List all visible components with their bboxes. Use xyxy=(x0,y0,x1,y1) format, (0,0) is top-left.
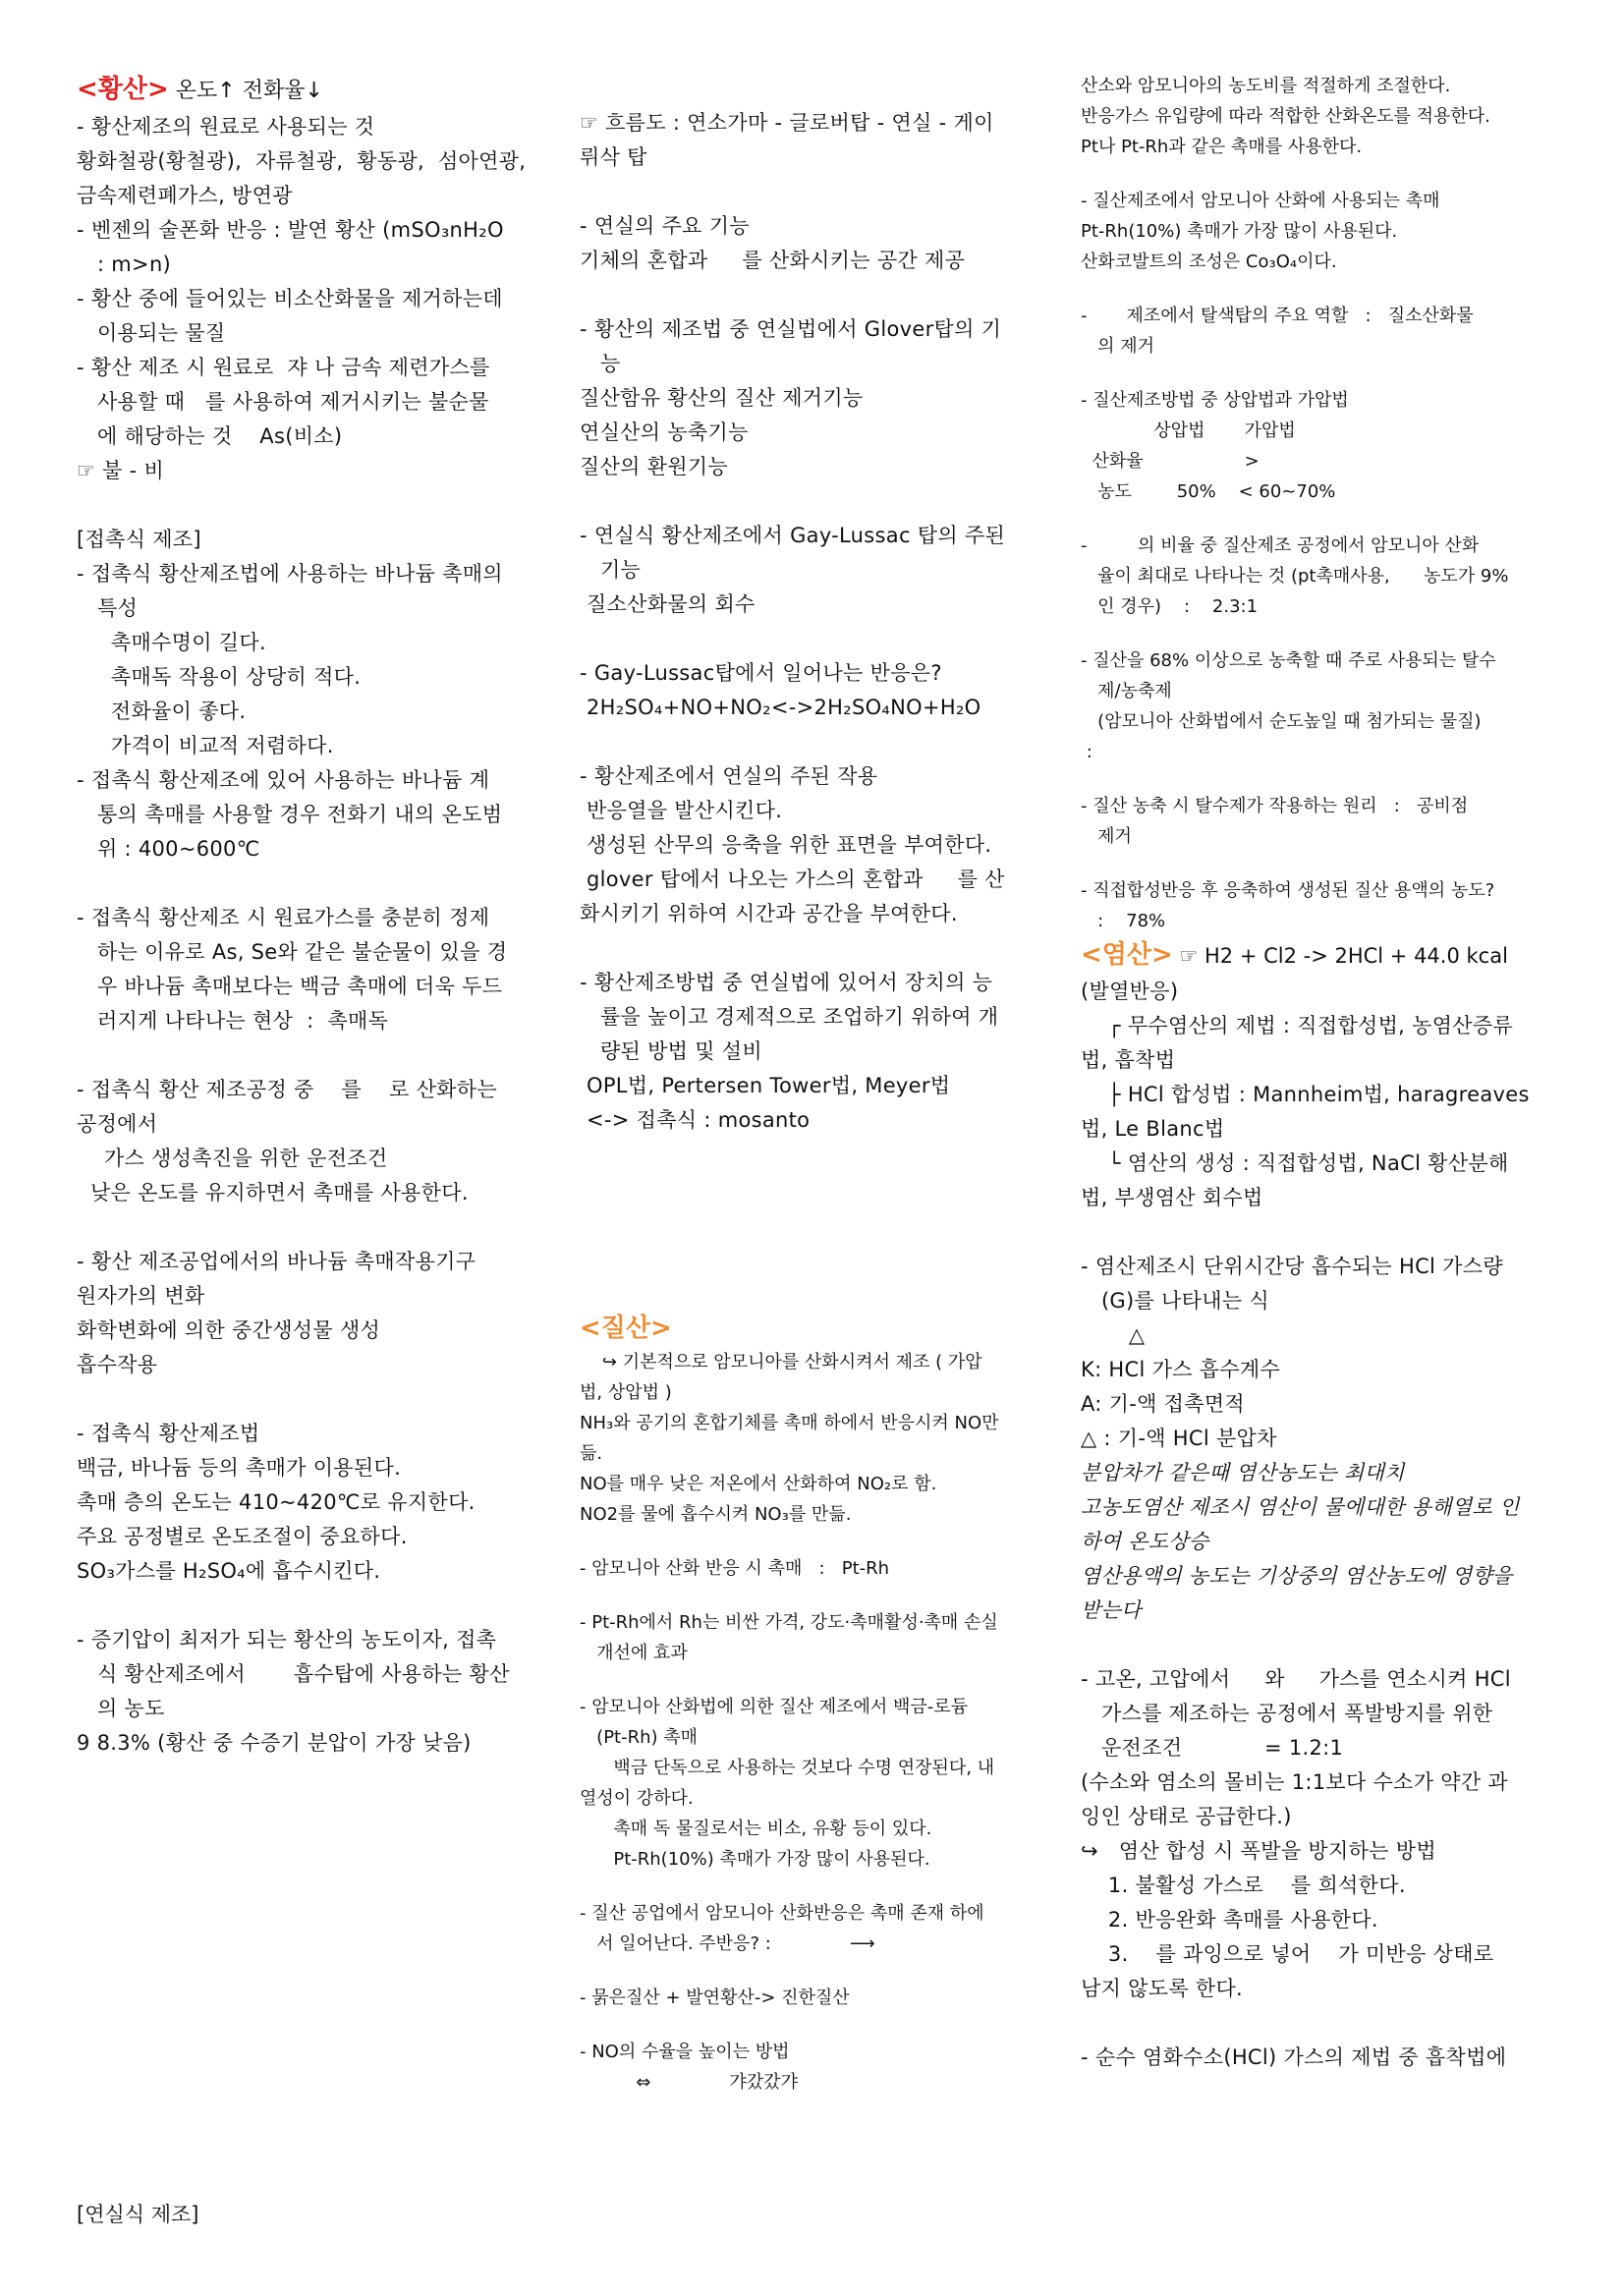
text-line: - Pt-Rh에서 Rh는 비싼 가격, 강도·촉매활성·촉매 손실 xyxy=(580,1612,998,1633)
text-line: 개선에 효과 xyxy=(580,1643,688,1663)
text-line: - 질산제조에서 암모니아 산화에 사용되는 촉매 xyxy=(1081,191,1440,211)
nitric-notes xyxy=(580,1347,1051,2098)
text-line: 생성된 산무의 응축을 위한 표면을 부여한다. xyxy=(580,833,992,857)
text-line: : xyxy=(1081,742,1092,762)
text-line: 주요 공정별로 온도조절이 중요하다. xyxy=(77,1525,408,1548)
text-line xyxy=(580,622,1051,656)
text-line: 열성이 강하다. xyxy=(580,1788,694,1809)
text-line: - 황산제조의 원료로 사용되는 것 xyxy=(77,115,375,139)
sulfuric-notes xyxy=(77,110,548,1761)
text-line: 인 경우) : 2.3:1 xyxy=(1081,596,1259,617)
text-line xyxy=(77,1589,548,1623)
text-line: - 증기압이 최저가 되는 황산의 농도이자, 접촉 xyxy=(77,1628,497,1652)
text-line: 반응열을 발산시킨다. xyxy=(580,799,783,822)
text-line: 위 : 400~600℃ xyxy=(77,837,260,861)
text-line: 율이 최대로 나타나는 것 (pt촉매사용, 농도가 9% xyxy=(1081,566,1509,587)
text-line: 법, 상압법 ) xyxy=(580,1382,672,1403)
text-line: 흡수작용 xyxy=(77,1353,158,1376)
text-line: - 접촉식 황산제조법 xyxy=(77,1422,260,1445)
text-line xyxy=(1081,767,1562,791)
text-line: 률을 높이고 경제적으로 조업하기 위하여 개 xyxy=(580,1005,999,1029)
text-line: 통의 촉매를 사용할 경우 전화기 내의 온도범 xyxy=(77,803,503,826)
text-line xyxy=(1081,162,1562,186)
text-line: SO₃가스를 H₂SO₄에 흡수시킨다. xyxy=(77,1559,381,1583)
text-line: - 질산을 68% 이상으로 농축할 때 주로 사용되는 탈수 xyxy=(1081,650,1496,671)
text-line: Pt나 Pt-Rh과 같은 촉매를 사용한다. xyxy=(1081,137,1363,157)
text-line: 산화코발트의 조성은 Co₃O₄이다. xyxy=(1081,252,1337,272)
text-line: 촉매 층의 온도는 410~420℃로 유지한다. xyxy=(77,1490,476,1514)
text-line: 법, 부생염산 회수법 xyxy=(1081,1186,1263,1209)
text-line xyxy=(580,1959,1051,1983)
text-line: 제/농축제 xyxy=(1081,681,1172,701)
text-line xyxy=(580,175,1051,209)
text-line: 촉매 독 물질로서는 비소, 유황 등이 있다. xyxy=(580,1819,932,1839)
text-line xyxy=(580,931,1051,966)
text-line: 농도 50% < 60~70% xyxy=(1081,481,1336,502)
section-title-sulfuric: <황산> 온도↑ 전화율↓ xyxy=(77,75,323,104)
text-line: 2. 반응완화 촉매를 사용한다. xyxy=(1081,1908,1378,1932)
text-line: 의 농도 xyxy=(77,1697,165,1720)
text-line: 낮은 온도를 유지하면서 촉매를 사용한다. xyxy=(77,1181,469,1204)
text-line: Pt-Rh(10%) 촉매가 가장 많이 사용된다. xyxy=(1081,221,1398,242)
hcl-italic-notes xyxy=(1081,1456,1562,1628)
text-line xyxy=(77,1038,548,1073)
text-line: (G)를 나타내는 식 xyxy=(1081,1289,1269,1313)
text-line: 듦. xyxy=(580,1443,603,1464)
hcl-notes-2 xyxy=(1081,1628,1562,2075)
text-line xyxy=(77,1210,548,1245)
text-line xyxy=(580,1530,1051,1553)
text-line xyxy=(1081,622,1562,645)
text-line: 특성 xyxy=(77,596,139,620)
text-line: K: HCl 가스 흡수계수 xyxy=(1081,1358,1281,1381)
text-line: NH₃와 공기의 혼합기체를 촉매 하에서 반응시켜 NO만 xyxy=(580,1413,999,1433)
text-line: 우 바나듐 촉매보다는 백금 촉매에 더욱 두드 xyxy=(77,975,503,998)
text-line xyxy=(580,1875,1051,1898)
text-line: 러지게 나타나는 현상 : 촉매독 xyxy=(77,1009,389,1033)
text-line: - 의 비율 중 질산제조 공정에서 암모니아 산화 xyxy=(1081,535,1480,556)
text-line: 연실산의 농축기능 xyxy=(580,420,749,444)
text-line xyxy=(77,867,548,901)
text-line: - 연실의 주요 기능 xyxy=(580,214,750,238)
text-line xyxy=(1081,852,1562,875)
section-title-nitric: <질산> xyxy=(580,1314,672,1343)
text-line xyxy=(580,278,1051,312)
text-line: - 직접합성반응 후 응축하여 생성된 질산 용액의 농도? xyxy=(1081,880,1495,901)
text-line: 잉인 상태로 공급한다.) xyxy=(1081,1805,1292,1828)
text-line: - 황산제조방법 중 연실법에 있어서 장치의 능 xyxy=(580,971,993,994)
text-line: - 질산 공업에서 암모니아 산화반응은 촉매 존재 하에 xyxy=(580,1903,984,1924)
text-line: - 암모니아 산화법에 의한 질산 제조에서 백금-로듐 xyxy=(580,1697,969,1717)
text-line: <-> 접촉식 : mosanto xyxy=(580,1108,811,1132)
hcl-notes xyxy=(1081,975,1562,1456)
text-line: 이용되는 물질 xyxy=(77,321,226,345)
text-line: 촉매수명이 길다. xyxy=(77,631,266,654)
text-line: 공정에서 xyxy=(77,1112,158,1136)
text-line: Pt-Rh(10%) 촉매가 가장 많이 사용된다. xyxy=(580,1849,930,1870)
text-line: - NO의 수율을 높이는 방법 xyxy=(580,2042,790,2062)
text-line: 상압법 가압법 xyxy=(1081,420,1296,441)
text-line: 하여 온도상승 xyxy=(1081,1530,1209,1553)
text-line: 뤼삭 탑 xyxy=(580,145,647,169)
text-line: 량된 방법 및 설비 xyxy=(580,1039,762,1063)
text-line: △ : 기-액 HCl 분압차 xyxy=(1081,1427,1277,1450)
text-line: OPL법, Pertersen Tower법, Meyer법 xyxy=(580,1074,951,1097)
text-line: ↪ 염산 합성 시 폭발을 방지하는 방법 xyxy=(1081,1839,1436,1863)
text-line: - 제조에서 탈색탑의 주요 역할 : 질소산화물 xyxy=(1081,306,1474,326)
text-line: 받는다 xyxy=(1081,1598,1142,1622)
nitric-continued-notes xyxy=(1081,71,1562,936)
text-line: (발열반응) xyxy=(1081,980,1179,1003)
text-line: ┌ 무수염산의 제법 : 직접합성법, 농염산증류 xyxy=(1081,1014,1514,1037)
column-2 xyxy=(580,106,1051,2098)
text-line xyxy=(1081,362,1562,385)
text-line: : 78% xyxy=(1081,911,1166,931)
text-line: 9 8.3% (황산 중 수증기 분압이 가장 낮음) xyxy=(77,1731,472,1755)
text-line xyxy=(580,2013,1051,2037)
text-line: (암모니아 산화법에서 순도높일 때 첨가되는 물질) xyxy=(1081,711,1482,732)
text-line: - 황산 제조공업에서의 바나듐 촉매작용기구 xyxy=(77,1250,476,1273)
text-line: 화시키기 위하여 시간과 공간을 부여한다. xyxy=(580,902,958,925)
text-line: 황화철광(황철광), 자류철광, 황동광, 섬아연광, xyxy=(77,149,527,173)
text-line xyxy=(1081,507,1562,531)
text-line: 서 일어난다. 주반응? : ⟶ xyxy=(580,1933,875,1954)
text-line: - 접촉식 황산제조에 있어 사용하는 바나듐 계 xyxy=(77,768,490,792)
text-line: - 암모니아 산화 반응 시 촉매 : Pt-Rh xyxy=(580,1558,890,1579)
text-line: 사용할 때 를 사용하여 제거시키는 불순물 xyxy=(77,390,489,414)
column-1 xyxy=(77,71,548,1761)
text-line: - 순수 염화수소(HCl) 가스의 제법 중 흡착법에 xyxy=(1081,2045,1507,2069)
text-line xyxy=(1081,1628,1562,1662)
text-line xyxy=(1081,1215,1562,1250)
text-line: 남지 않도록 한다. xyxy=(1081,1977,1244,2000)
chamber-process-heading: [연실식 제조] xyxy=(77,2203,199,2226)
chamber-process-notes xyxy=(580,106,1051,1138)
text-line: - 연실식 황산제조에서 Gay-Lussac 탑의 주된 xyxy=(580,524,1006,547)
text-line: 원자가의 변화 xyxy=(77,1284,205,1308)
text-line: 산소와 암모니아의 농도비를 적절하게 조절한다. xyxy=(1081,76,1451,96)
text-line: 분압차가 같은때 염산농도는 최대치 xyxy=(1081,1461,1405,1484)
section-title-hcl: <염산> ☞ H2 + Cl2 -> 2HCl + 44.0 kcal xyxy=(1081,940,1508,970)
text-line: 전화율이 좋다. xyxy=(77,700,247,723)
text-line: 기능 xyxy=(580,558,642,582)
text-line: △ xyxy=(1081,1323,1146,1347)
text-line: 에 해당하는 것 As(비소) xyxy=(77,424,343,448)
text-line: - 황산 중에 들어있는 비소산화물을 제거하는데 xyxy=(77,287,503,310)
text-line: - 묽은질산 + 발연황산-> 진한질산 xyxy=(580,1988,850,2008)
text-line: 가스를 제조하는 공정에서 폭발방지를 위한 xyxy=(1081,1702,1493,1725)
text-line: : m>n) xyxy=(77,252,172,276)
text-line: (Pt-Rh) 촉매 xyxy=(580,1727,699,1748)
text-line: 하는 이유로 As, Se와 같은 불순물이 있을 경 xyxy=(77,940,508,964)
text-line: 반응가스 유입량에 따라 적합한 산화온도를 적용한다. xyxy=(1081,106,1490,127)
text-line: ↪ 기본적으로 암모니아를 산화시켜서 제조 ( 가압 xyxy=(580,1352,982,1372)
text-line xyxy=(1081,277,1562,301)
text-line: ☞ 흐름도 : 연소가마 - 글로버탑 - 연실 - 게이 xyxy=(580,111,994,135)
text-line: 고농도염산 제조시 염산이 물에대한 용해열로 인 xyxy=(1081,1495,1520,1519)
text-line xyxy=(580,484,1051,519)
text-line: 백금, 바나듐 등의 촉매가 이용된다. xyxy=(77,1456,402,1480)
text-line: 가격이 비교적 저렴하다. xyxy=(77,734,334,757)
text-line xyxy=(580,725,1051,759)
text-line: 3. 를 과잉으로 넣어 가 미반응 상태로 xyxy=(1081,1942,1494,1966)
text-line: A: 기-액 접촉면적 xyxy=(1081,1392,1246,1416)
text-line: 운전조건 = 1.2:1 xyxy=(1081,1736,1344,1760)
text-line: - 질산제조방법 중 상압법과 가압법 xyxy=(1081,390,1349,411)
text-line: 가스 생성촉진을 위한 운전조건 xyxy=(77,1147,388,1170)
text-line: - 접촉식 황산제조법에 사용하는 바나듐 촉매의 xyxy=(77,562,503,586)
text-line xyxy=(1081,2006,1562,2041)
text-line: 산화율 > xyxy=(1081,451,1260,472)
text-line: [접촉식 제조] xyxy=(77,528,201,551)
text-line: ⇔ 갸갔갔갸 xyxy=(580,2072,798,2093)
text-line: glover 탑에서 나오는 가스의 혼합과 를 산 xyxy=(580,868,1005,891)
text-line: - 황산제조에서 연실의 주된 작용 xyxy=(580,764,878,788)
text-line: 질소산화물의 회수 xyxy=(580,592,756,616)
text-line: 화학변화에 의한 중간생성물 생성 xyxy=(77,1318,381,1342)
text-line: 법, 흡착법 xyxy=(1081,1048,1176,1072)
text-line: 질산의 환원기능 xyxy=(580,455,729,478)
text-line: ☞ 불 - 비 xyxy=(77,459,165,482)
text-line: 촉매독 작용이 상당히 적다. xyxy=(77,665,362,689)
text-line xyxy=(77,488,548,523)
text-line: - 고온, 고압에서 와 가스를 연소시켜 HCl xyxy=(1081,1667,1511,1691)
text-line: 2H₂SO₄+NO+NO₂<->2H₂SO₄NO+H₂O xyxy=(580,696,981,719)
text-line: 기체의 혼합과 를 산화시키는 공간 제공 xyxy=(580,249,966,272)
text-line: 금속제련폐가스, 방연광 xyxy=(77,184,293,207)
text-line: 백금 단독으로 사용하는 것보다 수명 연장된다, 내 xyxy=(580,1758,995,1778)
text-line xyxy=(580,1668,1051,1692)
text-line: 능 xyxy=(580,352,621,375)
text-line: 질산함유 황산의 질산 제거기능 xyxy=(580,386,864,410)
text-line: 식 황산제조에서 흡수탑에 사용하는 황산 xyxy=(77,1662,510,1686)
text-line: (수소와 염소의 몰비는 1:1보다 수소가 약간 과 xyxy=(1081,1770,1509,1794)
text-line: - 염산제조시 단위시간당 흡수되는 HCl 가스량 xyxy=(1081,1255,1503,1278)
text-line: - 접촉식 황산제조 시 원료가스를 충분히 정제 xyxy=(77,906,490,929)
text-line: 의 제거 xyxy=(1081,336,1155,357)
text-line: - 황산 제조 시 원료로 쟈 나 금속 제련가스를 xyxy=(77,356,490,379)
text-line: 1. 불활성 가스로 를 희석한다. xyxy=(1081,1874,1406,1897)
text-line xyxy=(580,1584,1051,1607)
text-line: - 접촉식 황산 제조공정 중 를 로 산화하는 xyxy=(77,1078,497,1101)
text-line: - 벤젠의 술폰화 반응 : 발연 황산 (mSO₃nH₂O xyxy=(77,218,504,242)
text-line: 법, Le Blanc법 xyxy=(1081,1117,1225,1141)
text-line: - 질산 농축 시 탈수제가 작용하는 원리 : 공비점 xyxy=(1081,796,1469,816)
column-3 xyxy=(1081,71,1562,2075)
text-line: - Gay-Lussac탑에서 일어나는 반응은? xyxy=(580,661,942,685)
text-line xyxy=(77,1382,548,1417)
text-line: - 황산의 제조법 중 연실법에서 Glover탑의 기 xyxy=(580,317,1002,341)
text-line: ├ HCl 합성법 : Mannheim법, haragreaves xyxy=(1081,1083,1530,1106)
text-line: NO2를 물에 흡수시켜 NO₃를 만듦. xyxy=(580,1504,852,1525)
text-line: 염산용액의 농도는 기상중의 염산농도에 영향을 xyxy=(1081,1564,1513,1588)
text-line: NO를 매우 낮은 저온에서 산화하여 NO₂로 함. xyxy=(580,1474,937,1494)
text-line: └ 염산의 생성 : 직접합성법, NaCl 황산분해 xyxy=(1081,1151,1509,1175)
text-line: 제거 xyxy=(1081,826,1132,847)
